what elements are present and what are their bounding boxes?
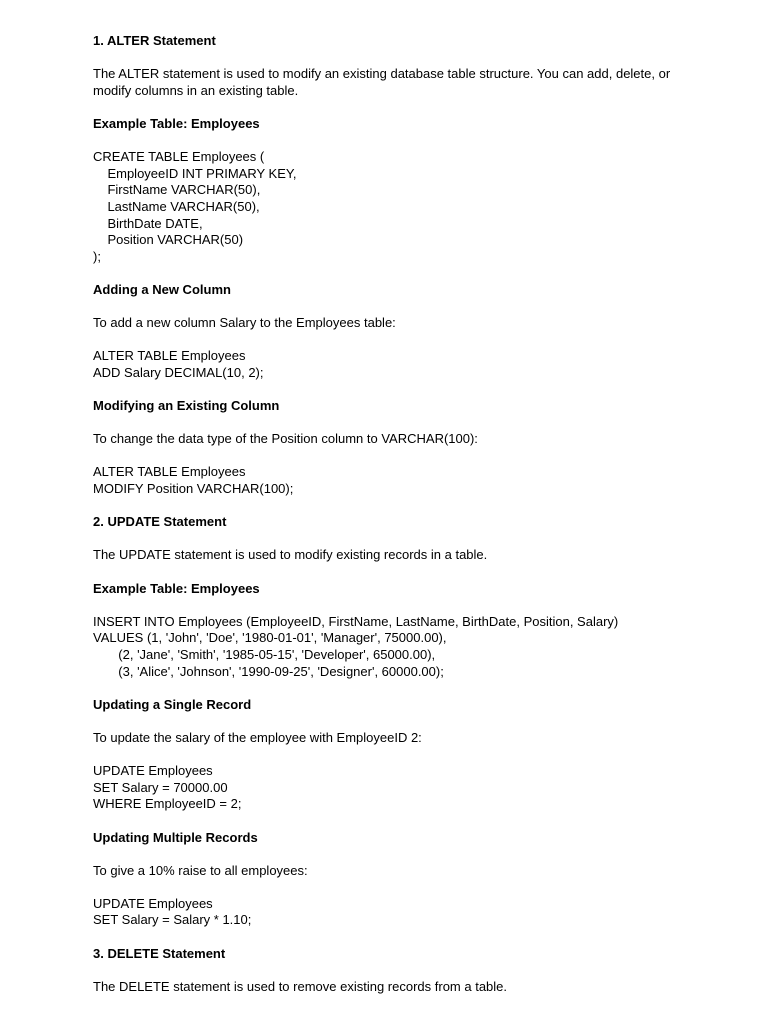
subheading-example-table: Example Table: Employees bbox=[93, 580, 260, 596]
subheading-single-record: Updating a Single Record bbox=[93, 696, 252, 712]
code-line: (3, 'Alice', 'Johnson', '1990-09-25', 'Designer', 60000.00); bbox=[93, 663, 444, 679]
code-block-add-column bbox=[93, 348, 733, 381]
code-line: WHERE EmployeeID = 2; bbox=[93, 796, 242, 812]
code-block-create-table bbox=[93, 149, 733, 265]
code-line: BirthDate DATE, bbox=[93, 215, 203, 231]
code-block-modify-column bbox=[93, 464, 733, 497]
code-line: INSERT INTO Employees (EmployeeID, FirstName, LastName, BirthDate, Position, Salary) bbox=[93, 613, 619, 629]
code-line: ALTER TABLE Employees bbox=[93, 464, 246, 480]
code-block-update-single bbox=[93, 763, 733, 813]
code-line: FirstName VARCHAR(50), bbox=[93, 182, 261, 198]
paragraph-modifying-column: To change the data type of the Position column to VARCHAR(100): bbox=[93, 431, 478, 447]
subheading-adding-column: Adding a New Column bbox=[93, 281, 231, 297]
code-line: VALUES (1, 'John', 'Doe', '1980-01-01', 'Manager', 75000.00), bbox=[93, 630, 447, 646]
subheading-modifying-column: Modifying an Existing Column bbox=[93, 398, 280, 414]
paragraph-alter-intro-2: modify columns in an existing table. bbox=[93, 82, 299, 98]
code-block-insert bbox=[93, 614, 733, 680]
paragraph-update-intro: The UPDATE statement is used to modify existing records in a table. bbox=[93, 547, 488, 563]
code-line: UPDATE Employees bbox=[93, 763, 213, 779]
subheading-multiple-records: Updating Multiple Records bbox=[93, 829, 258, 845]
code-line: Position VARCHAR(50) bbox=[93, 232, 244, 248]
paragraph-alter-intro-1: The ALTER statement is used to modify an existing database table structure. You can add, delete, or bbox=[93, 66, 671, 82]
code-line: ALTER TABLE Employees bbox=[93, 348, 246, 364]
paragraph-single-record: To update the salary of the employee with EmployeeID 2: bbox=[93, 729, 422, 745]
paragraph-delete-intro: The DELETE statement is used to remove existing records from a table. bbox=[93, 978, 508, 994]
code-block-update-multiple bbox=[93, 896, 733, 929]
paragraph-adding-column: To add a new column Salary to the Employees table: bbox=[93, 315, 396, 331]
code-line: EmployeeID INT PRIMARY KEY, bbox=[93, 165, 297, 181]
code-line: (2, 'Jane', 'Smith', '1985-05-15', 'Developer', 65000.00), bbox=[93, 646, 436, 662]
code-line: SET Salary = 70000.00 bbox=[93, 779, 228, 795]
section-heading-delete: 3. DELETE Statement bbox=[93, 945, 226, 961]
code-line: LastName VARCHAR(50), bbox=[93, 198, 260, 214]
code-line: ADD Salary DECIMAL(10, 2); bbox=[93, 364, 264, 380]
section-heading-update: 2. UPDATE Statement bbox=[93, 514, 227, 530]
code-line: CREATE TABLE Employees ( bbox=[93, 149, 265, 165]
subheading-example-table: Example Table: Employees bbox=[93, 115, 260, 131]
code-line: ); bbox=[93, 248, 101, 264]
section-heading-alter: 1. ALTER Statement bbox=[93, 33, 216, 48]
paragraph-multiple-records: To give a 10% raise to all employees: bbox=[93, 862, 308, 878]
code-line: UPDATE Employees bbox=[93, 895, 213, 911]
document-page bbox=[93, 33, 733, 995]
code-line: SET Salary = Salary * 1.10; bbox=[93, 912, 252, 928]
code-line: MODIFY Position VARCHAR(100); bbox=[93, 481, 294, 497]
